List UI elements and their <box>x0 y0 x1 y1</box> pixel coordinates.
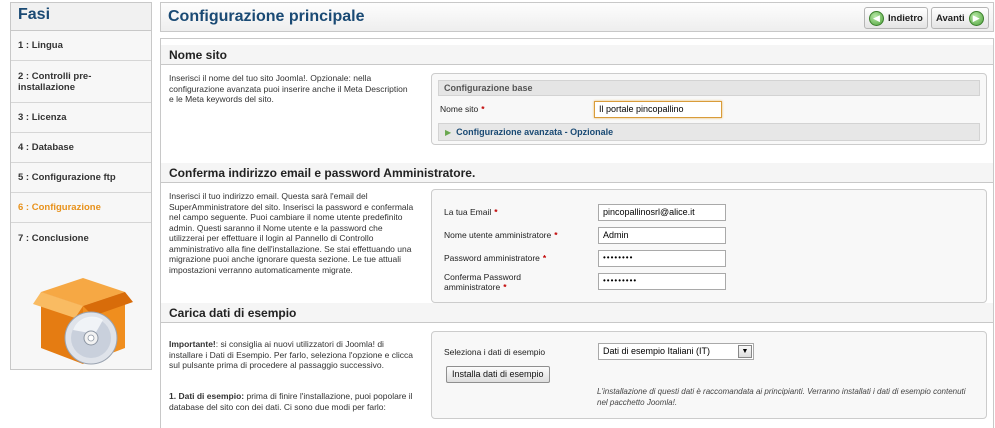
admin-description: Inserisci il tuo indirizzo email. Questa sarà l'email del SuperAmministratore del sito. Inserisci la password e confermala nel campo seguente. Puoi cambiare il nome utente predefinito admin. Questi saranno il Nome utente e la password che utilizzerai per effettuare il login al Pannello di Controllo amministrativo alla fine dell'installazione. Se stai effettuando una migrazione puoi anche ignorare questa sezione. Le tue attuali impostazioni verranno automaticamente migrate. <box>169 191 414 275</box>
password-input[interactable]: •••••••• <box>598 250 726 267</box>
confirm-password-label: Conferma Password amministratore * <box>444 272 522 292</box>
admin-panel <box>431 189 987 303</box>
chevron-down-icon: ▼ <box>738 345 752 358</box>
back-button[interactable] <box>864 7 928 29</box>
step-controlli: 2 : Controlli pre-installazione <box>11 61 151 103</box>
sidebar-title: Fasi <box>11 3 151 31</box>
expand-arrow-icon: ▶ <box>445 128 452 137</box>
sample-data-select[interactable]: Dati di esempio Italiani (IT) ▼ <box>598 343 754 360</box>
admin-user-label: Nome utente amministratore * <box>444 230 558 240</box>
email-input[interactable]: pincopallinosrl@alice.it <box>598 204 726 221</box>
password-label: Password amministratore * <box>444 253 547 263</box>
site-panel <box>431 73 987 145</box>
next-button[interactable] <box>931 7 989 29</box>
advanced-config-toggle[interactable]: ▶ Configurazione avanzata - Opzionale <box>438 123 980 141</box>
site-section-title: Nome sito <box>161 45 993 65</box>
site-name-input[interactable]: Il portale pincopallino <box>594 101 722 118</box>
config-form <box>160 38 994 428</box>
sample-note: L'installazione di questi dati è raccomandata ai principianti. Verranno installati i dati di esempio contenuti nel pacchetto Joomla!. <box>597 387 966 407</box>
admin-section-title: Conferma indirizzo email e password Amministratore. <box>161 163 993 183</box>
email-label: La tua Email * <box>444 207 498 217</box>
install-box-illustration <box>33 270 133 368</box>
sample-panel <box>431 331 987 419</box>
install-sample-button[interactable]: Installa dati di esempio <box>446 366 550 383</box>
sample-select-label: Seleziona i dati di esempio <box>444 347 546 357</box>
step-lingua: 1 : Lingua <box>11 31 151 61</box>
back-button-label: Indietro <box>888 12 923 24</box>
site-description: Inserisci il nome del tuo sito Joomla!. Opzionale: nella configurazione avanzata puoi inserire anche il Meta Description e le Meta keywords del sito. <box>169 73 408 104</box>
sample-description-data: 1. Dati di esempio: prima di finire l'installazione, puoi popolare il database del sito con dei dati. Ci sono due modi per farlo: <box>169 391 413 412</box>
next-button-label: Avanti <box>936 12 965 24</box>
site-panel-title: Configurazione base <box>438 80 980 96</box>
confirm-password-input[interactable]: ••••••••• <box>598 273 726 290</box>
step-database: 4 : Database <box>11 133 151 163</box>
step-conclusione: 7 : Conclusione <box>18 232 89 244</box>
arrow-right-icon: ▶ <box>969 11 984 26</box>
sample-section-title: Carica dati di esempio <box>161 303 993 323</box>
page-header <box>160 2 994 32</box>
site-name-label: Nome sito * <box>440 104 485 114</box>
page-title: Configurazione principale <box>168 8 365 25</box>
admin-user-input[interactable]: Admin <box>598 227 726 244</box>
steps-sidebar <box>10 2 152 370</box>
arrow-left-icon: ◀ <box>869 11 884 26</box>
step-configurazione: 6 : Configurazione <box>11 193 151 223</box>
sample-description-important: Importante!: si consiglia ai nuovi utilizzatori di Joomla! di installare i Dati di Esempio. Per farlo, seleziona l'opzione e clicca sul pulsante prima di procedere al passaggio successivo. <box>169 339 413 370</box>
step-licenza: 3 : Licenza <box>11 103 151 133</box>
step-ftp: 5 : Configurazione ftp <box>11 163 151 193</box>
